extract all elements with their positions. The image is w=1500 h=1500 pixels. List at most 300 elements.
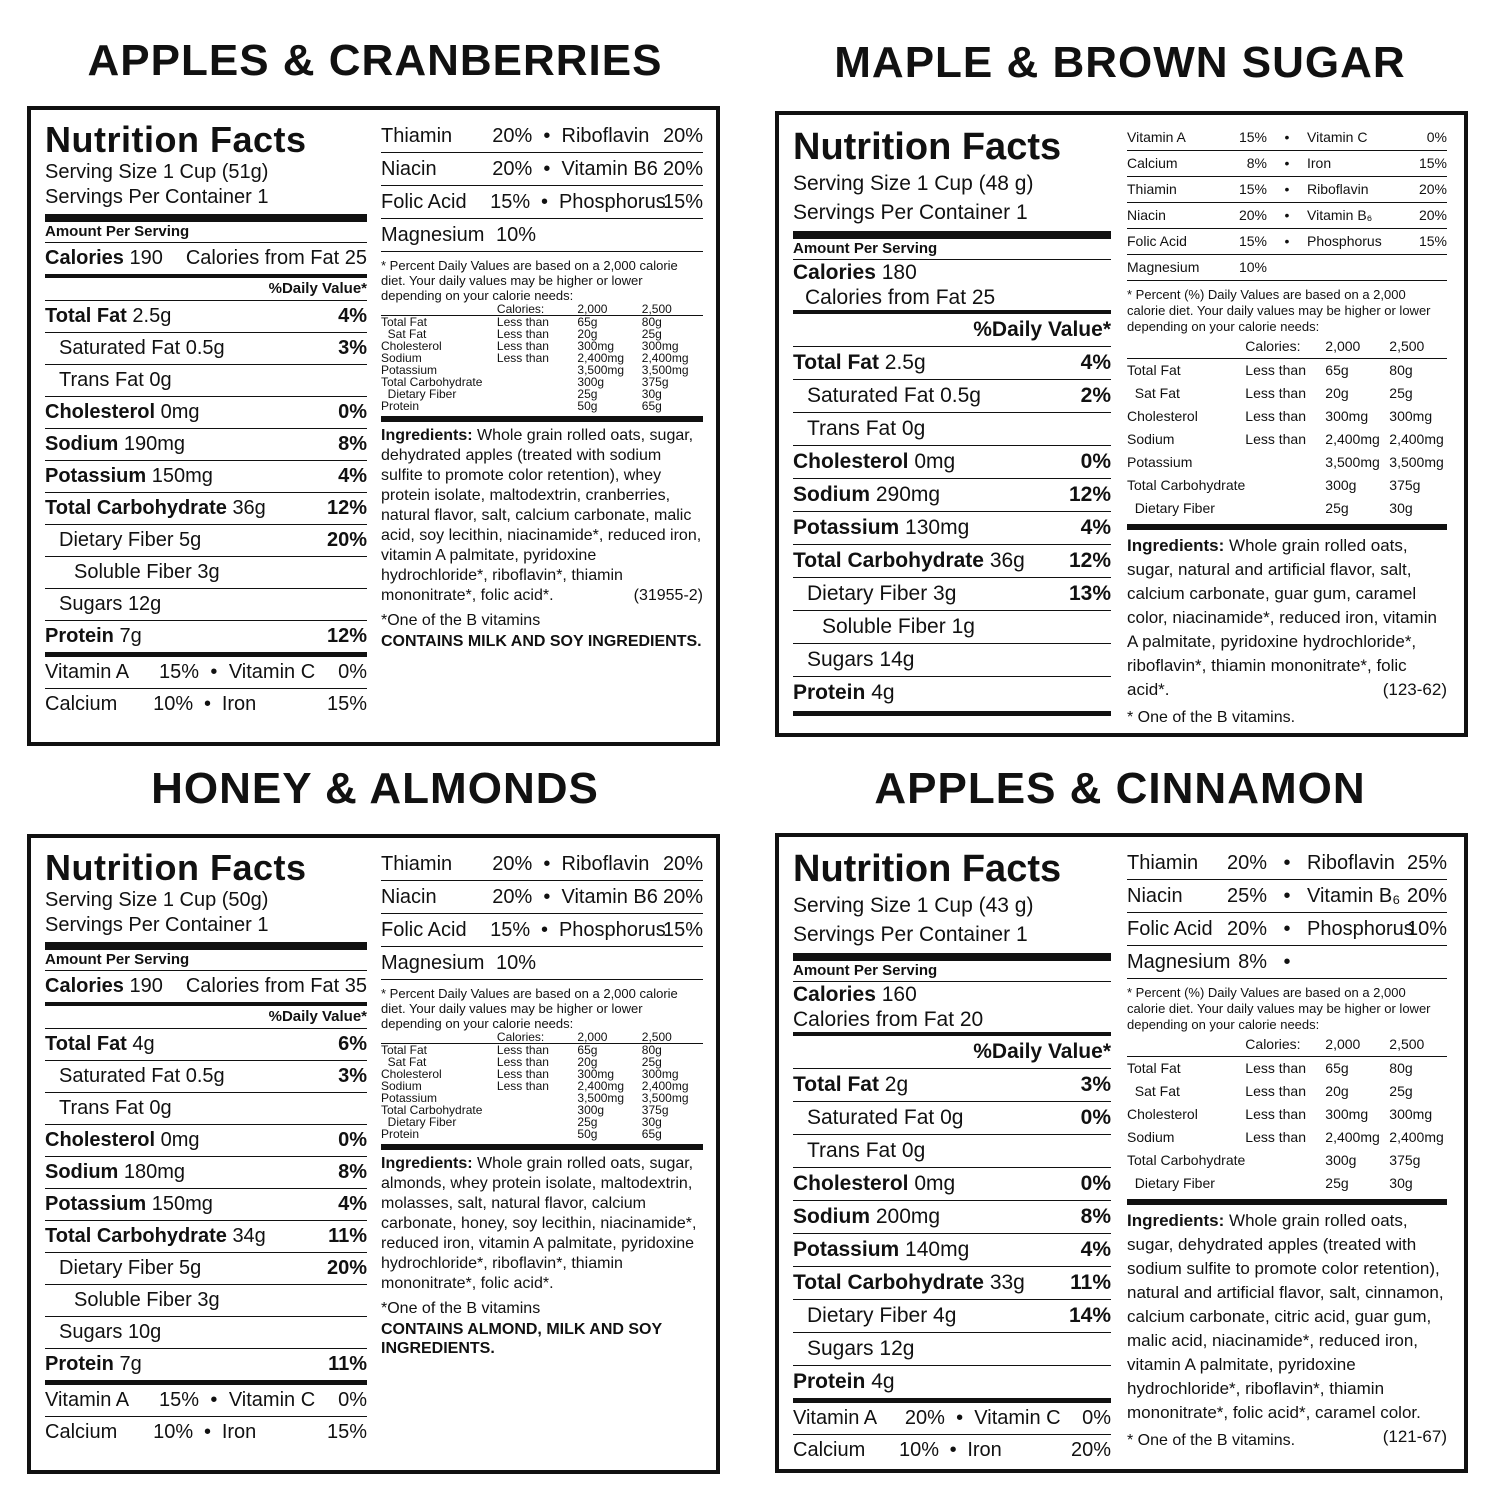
nutrient-name: Protein: [793, 681, 866, 704]
nutrition-facts-heading: Nutrition Facts: [793, 126, 1062, 168]
dv-table-cell: [381, 303, 497, 316]
dv-table-cell: 80g: [641, 315, 662, 329]
nutrient-daily-percent: 0%: [338, 401, 367, 423]
nutrient-name: Saturated Fat: [807, 1106, 935, 1129]
daily-value-label: %Daily Value*: [973, 1040, 1111, 1063]
nutrient-row: [45, 620, 367, 652]
vitamin-cell: 10%: [495, 952, 536, 974]
nutrition-side-column: [1127, 847, 1447, 1453]
vitamin-cell: Magnesium: [1127, 259, 1200, 275]
vitamin-cell: 15%: [490, 919, 531, 941]
nutrition-facts-heading: Nutrition Facts: [45, 119, 307, 160]
vitamin-cell: •: [541, 919, 549, 941]
vitamin-row: [1127, 880, 1447, 913]
vitamin-cell: [536, 219, 566, 251]
nutrient-name: Potassium: [793, 1238, 900, 1261]
vitamin-cell: •: [210, 661, 218, 683]
nutrient-name-cell: [45, 461, 213, 492]
daily-value-footnote: * Percent (%) Daily Values are based on a 2,000 calorie diet. Your daily values may be higher or lower depending on your calorie needs:: [1127, 287, 1431, 334]
vitamin-cell: [1307, 255, 1402, 280]
dv-table-cell: Less than: [496, 339, 549, 353]
dv-table-cell: 20g: [1325, 1083, 1349, 1099]
nutrient-amount: 0g: [149, 369, 172, 391]
nutrient-name-cell: [45, 1285, 220, 1316]
vitamin-cell: 20%: [1227, 852, 1268, 874]
label-title: MAPLE & BROWN SUGAR: [834, 38, 1406, 87]
vitamin-cell: Iron: [221, 693, 257, 715]
dv-table-cell: 30g: [641, 1115, 662, 1129]
nutrient-name-cell: [793, 512, 969, 544]
vitamin-cell: 15%: [1238, 233, 1267, 249]
nutrient-row: [793, 379, 1111, 412]
vitamin-cell: Calcium: [1127, 155, 1178, 171]
nutrient-daily-percent: 0%: [338, 1129, 367, 1151]
vitamin-cell: 20%: [492, 158, 533, 180]
vitamin-row: [45, 688, 367, 720]
dv-table-cell: [497, 388, 578, 400]
dv-table-cell: Cholesterol: [381, 339, 442, 353]
nutrient-amount: 4g: [132, 1033, 155, 1055]
vitamin-cell: 20%: [662, 853, 703, 875]
dv-table-cell: Less than: [1245, 362, 1307, 378]
dv-table-cell: Less than: [496, 351, 549, 365]
nutrient-amount: 180mg: [123, 1161, 186, 1183]
vitamin-cell: •: [1283, 885, 1291, 907]
nutrient-row: [793, 676, 1111, 709]
nutrient-row: [793, 1167, 1111, 1200]
ingredients-text: Whole grain rolled oats, sugar, natural and artificial flavor, salt, calcium carbonate, guar gum, caramel color, niacinamide*, reduced iron, vitamin A palmitate, pyridoxine hydrochloride*, riboflavin*, thiamin mononitrate*, folic acid*.: [1127, 536, 1437, 699]
nutrient-name-cell: [45, 365, 172, 396]
dv-table-cell: 300g: [577, 1103, 605, 1117]
nutrient-name-cell: [793, 644, 914, 676]
dv-table-cell: 80g: [1389, 362, 1413, 378]
nutrient-name: Cholesterol: [45, 401, 156, 423]
nutrient-name: Sodium: [793, 483, 870, 506]
vitamin-row: [381, 848, 703, 881]
vitamin-cell: Magnesium: [1127, 951, 1231, 973]
nutrient-name: Sodium: [45, 433, 119, 455]
vitamin-cell: •: [1283, 918, 1291, 940]
daily-value-footnote: * Percent Daily Values are based on a 2,000 calorie diet. Your daily values may be higher or lower depending on your calorie needs:: [381, 258, 678, 303]
nutrition-panel-honey-almonds: [27, 834, 720, 1474]
dv-table-cell: Sodium: [381, 351, 422, 365]
amount-per-serving: Amount Per Serving: [45, 222, 367, 243]
vitamin-cell: [566, 219, 670, 251]
vitamin-cell: 20%: [1418, 181, 1447, 197]
nutrient-amount: 36g: [232, 497, 266, 519]
nutrient-name-cell: [793, 446, 955, 478]
thick-rule: [793, 953, 1111, 961]
vitamin-row: [1127, 177, 1447, 203]
nutrient-name: Total Carbohydrate: [45, 1225, 227, 1247]
dv-table-cell: [1245, 1172, 1325, 1195]
dv-table-row: [381, 400, 703, 412]
nutrient-amount: 0g: [940, 1106, 964, 1129]
dv-table-cell: 300mg: [1389, 1106, 1433, 1122]
thick-rule: [45, 942, 367, 950]
dv-table-cell: Total Carbohydrate: [1127, 1152, 1246, 1168]
calories-cell: [793, 982, 917, 1008]
vitamin-cell: [566, 947, 670, 979]
vitamin-cell: 20%: [662, 125, 703, 147]
dv-table-cell: Sodium: [1127, 1129, 1175, 1145]
dv-table-cell: Less than: [496, 1055, 549, 1069]
nutrient-row: [793, 445, 1111, 478]
vitamin-row: [1127, 151, 1447, 177]
nutrient-daily-percent: 3%: [338, 337, 367, 359]
nutrient-name: Cholesterol: [793, 450, 909, 473]
vitamin-cell: Thiamin: [381, 125, 453, 147]
dv-table-cell: 3,500mg: [1325, 454, 1380, 470]
dv-table-cell: 25g: [641, 327, 662, 341]
nutrition-side-column: [381, 848, 703, 1358]
nutrient-daily-percent: 12%: [326, 497, 367, 519]
nutrient-name: Dietary Fiber: [59, 1257, 174, 1279]
dv-table-cell: Potassium: [381, 1091, 438, 1105]
nutrient-daily-percent: 12%: [1068, 549, 1111, 572]
vitamin-row: [1127, 946, 1447, 979]
nutrient-daily-percent: 20%: [326, 529, 367, 551]
nutrient-name-cell: [793, 479, 940, 511]
dv-table-cell: 300mg: [577, 339, 615, 353]
vitamin-cell: Niacin: [381, 886, 437, 908]
dv-table-cell: Less than: [1245, 408, 1307, 424]
vitamin-cell: •: [949, 1439, 957, 1461]
nutrient-amount: 12g: [127, 593, 162, 615]
dv-table-row: [1127, 1126, 1447, 1149]
vitamin-row: [793, 1434, 1111, 1466]
calories-label: Calories: [45, 247, 124, 269]
vitamin-cell: •: [1284, 233, 1290, 249]
vitamin-cell: Iron: [1307, 155, 1332, 171]
vitamin-cell: [1402, 255, 1447, 280]
nutrient-daily-percent: 0%: [1080, 1172, 1111, 1195]
nutrition-side-column: [381, 120, 703, 651]
dv-table-row: [381, 1031, 703, 1044]
nutrient-row: [45, 492, 367, 524]
vitamin-cell: 20%: [1238, 207, 1267, 223]
nutrient-row: [793, 346, 1111, 379]
nutrient-amount: 14g: [879, 648, 915, 671]
dv-table-cell: Total Fat: [381, 1043, 428, 1057]
vitamin-cell: Magnesium: [381, 224, 485, 246]
dv-table-cell: Potassium: [381, 363, 438, 377]
nutrient-name-cell: [45, 589, 161, 620]
vitamin-cell: [536, 947, 566, 979]
nutrient-amount: 0.5g: [185, 337, 225, 359]
dv-table-cell: 2,400mg: [1389, 1129, 1444, 1145]
daily-value-table: [1127, 335, 1447, 520]
nutrient-row: [793, 544, 1111, 577]
dv-table-cell: 2,400mg: [1389, 431, 1444, 447]
dv-table-cell: 300mg: [1389, 408, 1433, 424]
vitamin-cell: Niacin: [1127, 885, 1183, 907]
dv-table-cell: 25g: [577, 1115, 598, 1129]
nutrient-daily-percent: 8%: [1080, 1205, 1111, 1228]
nutrient-name-cell: [793, 1069, 908, 1101]
nutrient-name: Potassium: [45, 465, 147, 487]
vitamin-row: [381, 186, 703, 219]
daily-value-footnote: * Percent (%) Daily Values are based on a 2,000 calorie diet. Your daily values may be higher or lower depending on your calorie needs:: [1127, 985, 1431, 1032]
nutrient-row: [45, 460, 367, 492]
nutrient-amount: 3g: [197, 561, 220, 583]
dv-table-row: [1127, 451, 1447, 474]
vitamin-cell: 15%: [662, 191, 703, 213]
nutrient-name-cell: [45, 1061, 225, 1092]
dv-table-cell: 300g: [1325, 477, 1357, 493]
nutrient-row: [45, 300, 367, 332]
nutrient-amount: 190mg: [123, 433, 186, 455]
vitamin-cell: 20%: [1418, 207, 1447, 223]
nutrient-amount: 34g: [232, 1225, 266, 1247]
nutrient-row: [45, 1316, 367, 1348]
nutrient-name-cell: [793, 1267, 1025, 1299]
vitamin-cell: 10%: [153, 1421, 194, 1443]
nutrient-name: Soluble Fiber: [74, 1289, 192, 1311]
nutrient-name: Total Carbohydrate: [45, 497, 227, 519]
nutrient-row: [45, 588, 367, 620]
nutrient-amount: 2g: [884, 1073, 909, 1096]
vitamin-cell: Vitamin A: [793, 1407, 878, 1429]
nutrient-name-cell: [793, 1102, 963, 1134]
dv-table-cell: 30g: [1389, 1175, 1413, 1191]
nutrient-name-cell: [45, 1317, 161, 1348]
dv-table-cell: 25g: [1325, 1175, 1349, 1191]
dv-table-cell: 2,400mg: [641, 1079, 689, 1093]
thick-rule: [45, 214, 367, 222]
nutrient-row: [45, 1188, 367, 1220]
dv-table-cell: 2,400mg: [577, 351, 625, 365]
nutrient-daily-percent: 3%: [1080, 1073, 1111, 1096]
vitamin-cell: •: [1284, 129, 1290, 145]
nutrient-daily-percent: 14%: [1068, 1304, 1111, 1327]
vitamin-cell: •: [203, 693, 211, 715]
dv-table-cell: 300g: [1325, 1152, 1357, 1168]
vitamin-cell: 25%: [1406, 852, 1447, 874]
calories-from-fat: Calories from Fat 35: [185, 975, 367, 997]
nutrient-amount: 0.5g: [185, 1065, 225, 1087]
nutrient-name-cell: [45, 557, 220, 588]
vitamin-cell: •: [543, 853, 551, 875]
dv-table-cell: 25g: [1325, 500, 1349, 516]
nutrient-amount: 4g: [871, 1370, 895, 1393]
nutrient-amount: 2.5g: [884, 351, 926, 374]
thick-rule: [793, 231, 1111, 239]
nutrient-row: [45, 1028, 367, 1060]
vitamin-cell: Phosphorus: [558, 919, 666, 941]
dv-table-cell: Sodium: [1127, 431, 1175, 447]
dv-table-cell: Less than: [496, 315, 549, 329]
dv-table-cell: 375g: [641, 375, 669, 389]
nutrient-amount: 1g: [951, 615, 975, 638]
vitamin-cell: Vitamin C: [1307, 129, 1368, 145]
allergen-statement: CONTAINS ALMOND, MILK AND SOY INGREDIENTS.: [381, 1321, 662, 1357]
dv-table-cell: [1245, 474, 1325, 497]
dv-table-row: [1127, 474, 1447, 497]
vitamin-cell: Niacin: [381, 158, 437, 180]
nutrient-row: [45, 428, 367, 460]
nutrient-row: [793, 1365, 1111, 1398]
dv-table-cell: 2,500: [1389, 1033, 1447, 1057]
nutrient-daily-percent: 4%: [1080, 351, 1111, 374]
nutrient-name: Sugars: [807, 1337, 874, 1360]
nutrient-name: Soluble Fiber: [74, 561, 192, 583]
dv-table-cell: 65g: [1325, 362, 1349, 378]
dv-table-cell: 20g: [577, 327, 598, 341]
vitamin-cell: Phosphorus: [1307, 918, 1414, 940]
vitamin-row: [1127, 847, 1447, 880]
nutrient-name: Saturated Fat: [59, 337, 181, 359]
nutrition-panel-apples-cinnamon: [775, 833, 1468, 1473]
dv-table-cell: [1245, 497, 1325, 520]
nutrient-name-cell: [45, 1253, 201, 1284]
nutrient-row: [793, 1233, 1111, 1266]
dv-table-row: [1127, 405, 1447, 428]
vitamin-row: [1127, 125, 1447, 151]
dv-table-cell: Less than: [1245, 1129, 1307, 1145]
dv-table-row: [1127, 1149, 1447, 1172]
nutrient-amount: 3g: [933, 582, 957, 605]
dv-table-cell: [497, 364, 578, 376]
calories-label: Calories: [793, 261, 876, 284]
nutrient-name: Trans Fat: [59, 1097, 144, 1119]
vitamin-cell: •: [541, 191, 549, 213]
nutrient-amount: 130mg: [905, 516, 970, 539]
vitamin-cell: •: [210, 1389, 218, 1411]
nutrient-daily-percent: 11%: [1070, 1271, 1111, 1294]
calories-row: [45, 971, 367, 1002]
vitamin-cell: 0%: [1426, 129, 1447, 145]
dv-table-cell: 3,500mg: [577, 1091, 625, 1105]
dv-table-cell: 25g: [641, 1055, 662, 1069]
nutrient-name-cell: [793, 380, 981, 412]
vitamin-cell: Riboflavin: [561, 853, 650, 875]
daily-value-table: [381, 1031, 703, 1140]
servings-per-container: Servings Per Container 1: [793, 201, 1028, 224]
vitamin-cell: •: [1284, 155, 1290, 171]
dv-table-cell: Sodium: [381, 1079, 422, 1093]
dv-table-cell: Total Carbohydrate: [381, 375, 483, 389]
nutrient-amount: 290mg: [875, 483, 941, 506]
ingredients-label: Ingredients:: [381, 1155, 473, 1172]
nutrient-name-cell: [45, 1125, 200, 1156]
dv-table-cell: Calories:: [497, 303, 578, 316]
vitamin-cell: Phosphorus: [558, 191, 666, 213]
vitamin-row: [381, 914, 703, 947]
nutrient-name-cell: [45, 1029, 155, 1060]
vitamin-cell: 20%: [492, 886, 533, 908]
nutrition-facts-heading: Nutrition Facts: [793, 848, 1062, 890]
nutrient-name-cell: [793, 1135, 925, 1167]
dv-table-cell: Less than: [496, 1079, 549, 1093]
dv-table-cell: [497, 1104, 578, 1116]
nutrient-name-cell: [45, 429, 185, 460]
vitamin-cell: •: [543, 158, 551, 180]
daily-value-header: [45, 1002, 367, 1028]
calories-value: 160: [881, 983, 917, 1006]
nutrient-name: Total Carbohydrate: [793, 549, 984, 572]
nutrient-row: [45, 1284, 367, 1316]
nutrient-name-cell: [793, 1333, 914, 1365]
vitamin-row: [45, 652, 367, 688]
vitamin-cell: Riboflavin: [561, 125, 650, 147]
nutrition-panel-apples-cranberries: [27, 106, 720, 746]
calories-from-fat: Calories from Fat 20: [793, 1008, 984, 1031]
dv-table-cell: Total Fat: [1127, 362, 1181, 378]
servings-per-container: Servings Per Container 1: [45, 914, 269, 936]
dv-table-cell: Less than: [1245, 1083, 1307, 1099]
nutrient-amount: 140mg: [905, 1238, 970, 1261]
dv-table-cell: 65g: [577, 315, 598, 329]
ingredients: [381, 1144, 703, 1294]
dv-table-cell: [497, 1092, 578, 1104]
dv-table-cell: 2,000: [577, 1031, 641, 1044]
nutrient-name: Cholesterol: [45, 1129, 156, 1151]
dv-table-cell: 2,000: [1325, 335, 1389, 359]
calories-from-fat: Calories from Fat 25: [805, 286, 996, 309]
nutrient-name: Dietary Fiber: [807, 1304, 928, 1327]
nutrient-amount: 0mg: [160, 1129, 200, 1151]
vitamin-row: [45, 1416, 367, 1448]
dv-table-cell: Dietary Fiber: [381, 1115, 457, 1129]
product-code: (121-67): [1382, 1427, 1447, 1446]
vitamin-cell: 15%: [158, 1389, 199, 1411]
nutrient-amount: 36g: [989, 549, 1025, 572]
nutrient-row: [793, 412, 1111, 445]
vitamin-cell: Vitamin B6: [561, 158, 658, 180]
vitamin-cell: 20%: [1406, 885, 1447, 907]
vitamin-cell: 20%: [492, 853, 533, 875]
label-title: APPLES & CRANBERRIES: [87, 36, 663, 85]
nutrient-name-cell: [45, 1221, 266, 1252]
nutrient-name: Potassium: [45, 1193, 147, 1215]
nutrition-panel-maple-brown-sugar: [775, 111, 1468, 737]
nutrient-name: Total Fat: [45, 1033, 127, 1055]
dv-table-cell: 65g: [1325, 1060, 1349, 1076]
nutrient-name: Protein: [45, 1353, 114, 1375]
vitamin-cell: Vitamin C: [228, 1389, 316, 1411]
dv-table-cell: [497, 1128, 578, 1140]
amount-per-serving: Amount Per Serving: [793, 239, 1111, 260]
dv-table-cell: 50g: [577, 1127, 598, 1141]
calories-row: [45, 243, 367, 274]
dv-table-cell: 2,500: [1389, 335, 1447, 359]
vitamin-row: [793, 1398, 1111, 1434]
daily-value-label: %Daily Value*: [268, 280, 367, 297]
vitamin-cell: Vitamin B6: [561, 886, 658, 908]
ingredients-label: Ingredients:: [1127, 536, 1225, 555]
vitamin-cell: Folic Acid: [1127, 233, 1187, 249]
nutrient-row: [45, 396, 367, 428]
nutrient-name: Saturated Fat: [807, 384, 935, 407]
nutrient-amount: 10g: [127, 1321, 162, 1343]
vitamin-cell: Magnesium: [381, 952, 485, 974]
vitamin-cell: •: [1283, 951, 1291, 973]
allergen-statement: CONTAINS MILK AND SOY INGREDIENTS.: [381, 633, 702, 650]
dv-table-cell: 80g: [1389, 1060, 1413, 1076]
dv-table-cell: 3,500mg: [577, 363, 625, 377]
nutrient-name: Trans Fat: [807, 1139, 897, 1162]
vitamin-cell: Folic Acid: [381, 191, 467, 213]
nutrient-name-cell: [793, 545, 1025, 577]
calories-label: Calories: [793, 983, 876, 1006]
ingredients: [381, 416, 703, 606]
product-code: (123-62): [1382, 680, 1447, 699]
amount-per-serving: Amount Per Serving: [793, 961, 1111, 982]
nutrient-amount: 150mg: [151, 465, 213, 487]
vitamin-cell: •: [543, 125, 551, 147]
vitamin-cell: 15%: [1418, 155, 1447, 171]
